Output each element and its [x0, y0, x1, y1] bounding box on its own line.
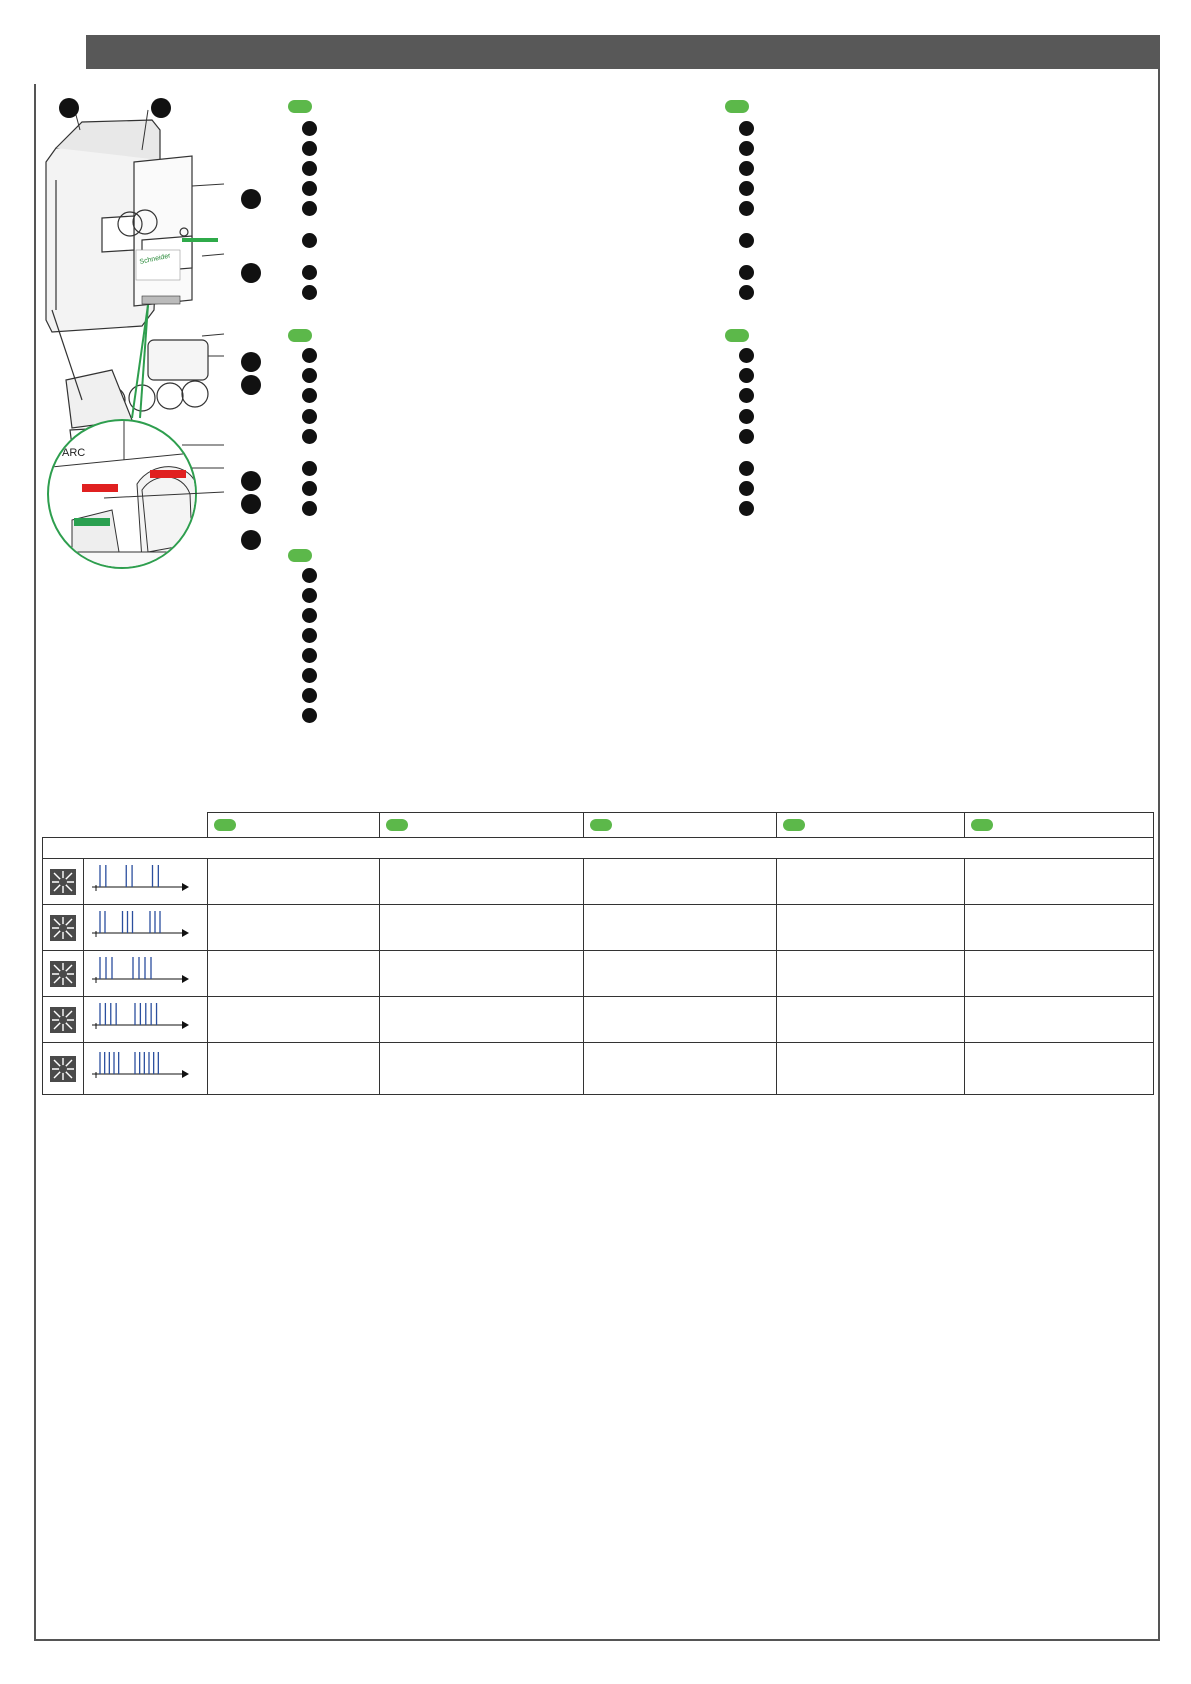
legend-5-item-4 [302, 628, 317, 643]
legend-group-1-marker [288, 100, 312, 113]
row-5-col-4 [776, 1043, 964, 1095]
legend-2-item-7 [739, 265, 754, 280]
flash-indicator-icon [50, 961, 76, 987]
callout-marker-7 [241, 471, 261, 491]
legend-3-item-7 [302, 481, 317, 496]
legend-4-item-7 [739, 481, 754, 496]
arc-label: ARC [62, 447, 86, 459]
row-3-col-2 [379, 951, 583, 997]
col-5-marker [971, 819, 993, 831]
brand-text: Schneider [138, 252, 172, 266]
col-2-marker [386, 819, 408, 831]
row-5-col-1 [207, 1043, 379, 1095]
page-border-right [1158, 69, 1160, 1641]
row-3-icon-cell [43, 951, 84, 997]
legend-3-item-4 [302, 409, 317, 424]
row-4-icon-cell [43, 997, 84, 1043]
axis-arrow-icon [182, 1070, 189, 1078]
legend-5-item-6 [302, 668, 317, 683]
row-5-col-2 [379, 1043, 583, 1095]
page-border-left [34, 84, 36, 1641]
legend-2-item-5 [739, 201, 754, 216]
col-1-marker [214, 819, 236, 831]
blink-pattern-graphic [84, 907, 194, 943]
legend-group-5-marker [288, 549, 312, 562]
callout-marker-9 [241, 530, 261, 550]
led-red-left [82, 484, 118, 492]
table-row-2 [43, 905, 1154, 951]
table-row-4 [43, 997, 1154, 1043]
legend-3-item-5 [302, 429, 317, 444]
product-illustration [42, 100, 262, 620]
legend-group-2-marker [725, 100, 749, 113]
legend-3-item-2 [302, 368, 317, 383]
callout-marker-6 [241, 375, 261, 395]
axis-arrow-icon [182, 929, 189, 937]
row-1-col-2 [379, 859, 583, 905]
row-1-col-5 [964, 859, 1153, 905]
legend-group-3-marker [288, 329, 312, 342]
callout-marker-4 [241, 263, 261, 283]
table-row-5 [43, 1043, 1154, 1095]
legend-3-item-8 [302, 501, 317, 516]
legend-4-item-8 [739, 501, 754, 516]
axis-arrow-icon [182, 883, 189, 891]
legend-1-item-6 [302, 233, 317, 248]
table-corner [43, 813, 208, 838]
legend-5-item-5 [302, 648, 317, 663]
legend-1-item-2 [302, 141, 317, 156]
legend-2-item-1 [739, 121, 754, 136]
legend-1-item-8 [302, 285, 317, 300]
callout-marker-2 [151, 98, 171, 118]
callout-marker-1 [59, 98, 79, 118]
row-3-col-1 [207, 951, 379, 997]
legend-2-item-4 [739, 181, 754, 196]
row-4-col-2 [379, 997, 583, 1043]
row-5-col-3 [583, 1043, 776, 1095]
row-5-pulse-cell [84, 1043, 207, 1095]
row-4-col-5 [964, 997, 1153, 1043]
legend-3-item-6 [302, 461, 317, 476]
row-3-col-4 [776, 951, 964, 997]
indication-table [42, 812, 1154, 1095]
callout-marker-3 [241, 189, 261, 209]
flash-indicator-icon [50, 1007, 76, 1033]
row-3-col-5 [964, 951, 1153, 997]
header-bar [86, 35, 1160, 69]
row-2-col-2 [379, 905, 583, 951]
legend-2-item-3 [739, 161, 754, 176]
legend-5-item-7 [302, 688, 317, 703]
legend-2-item-8 [739, 285, 754, 300]
legend-5-item-3 [302, 608, 317, 623]
row-1-icon-cell [43, 859, 84, 905]
row-4-col-3 [583, 997, 776, 1043]
table-header-row [43, 813, 1154, 838]
legend-1-item-5 [302, 201, 317, 216]
page-border-bottom [34, 1639, 1160, 1641]
callout-marker-8 [241, 494, 261, 514]
row-1-pulse-cell [84, 859, 207, 905]
table-spacer-row [43, 838, 1154, 859]
row-4-col-1 [207, 997, 379, 1043]
legend-5-item-2 [302, 588, 317, 603]
legend-4-item-3 [739, 388, 754, 403]
row-2-col-3 [583, 905, 776, 951]
row-2-col-1 [207, 905, 379, 951]
table-col-1-header [207, 813, 379, 838]
blink-pattern-graphic [84, 999, 194, 1035]
row-1-col-3 [583, 859, 776, 905]
axis-arrow-icon [182, 975, 189, 983]
legend-3-item-3 [302, 388, 317, 403]
legend-1-item-1 [302, 121, 317, 136]
callout-marker-5 [241, 352, 261, 372]
legend-group-4-marker [725, 329, 749, 342]
blink-pattern-graphic [84, 861, 194, 897]
row-2-pulse-cell [84, 905, 207, 951]
row-2-icon-cell [43, 905, 84, 951]
row-5-icon-cell [43, 1043, 84, 1095]
table-row-1 [43, 859, 1154, 905]
legend-1-item-4 [302, 181, 317, 196]
legend-5-item-1 [302, 568, 317, 583]
row-2-col-4 [776, 905, 964, 951]
legend-3-item-1 [302, 348, 317, 363]
legend-4-item-6 [739, 461, 754, 476]
table-row-3 [43, 951, 1154, 997]
row-3-pulse-cell [84, 951, 207, 997]
table-spacer-cell [43, 838, 1154, 859]
table-col-5-header [964, 813, 1153, 838]
legend-1-item-7 [302, 265, 317, 280]
legend-4-item-5 [739, 429, 754, 444]
table-col-3-header [583, 813, 776, 838]
blink-pattern-graphic [84, 1048, 194, 1084]
legend-4-item-4 [739, 409, 754, 424]
legend-2-item-6 [739, 233, 754, 248]
axis-arrow-icon [182, 1021, 189, 1029]
col-4-marker [783, 819, 805, 831]
flash-indicator-icon [50, 1056, 76, 1082]
flash-indicator-icon [50, 869, 76, 895]
blink-pattern-graphic [84, 953, 194, 989]
row-2-col-5 [964, 905, 1153, 951]
row-1-col-4 [776, 859, 964, 905]
legend-4-item-2 [739, 368, 754, 383]
row-5-col-5 [964, 1043, 1153, 1095]
table-col-4-header [776, 813, 964, 838]
legend-5-item-8 [302, 708, 317, 723]
row-3-col-3 [583, 951, 776, 997]
col-3-marker [590, 819, 612, 831]
legend-1-item-3 [302, 161, 317, 176]
table-col-2-header [379, 813, 583, 838]
row-4-pulse-cell [84, 997, 207, 1043]
row-4-col-4 [776, 997, 964, 1043]
row-1-col-1 [207, 859, 379, 905]
legend-4-item-1 [739, 348, 754, 363]
led-red-right [150, 470, 186, 478]
legend-2-item-2 [739, 141, 754, 156]
flash-indicator-icon [50, 915, 76, 941]
